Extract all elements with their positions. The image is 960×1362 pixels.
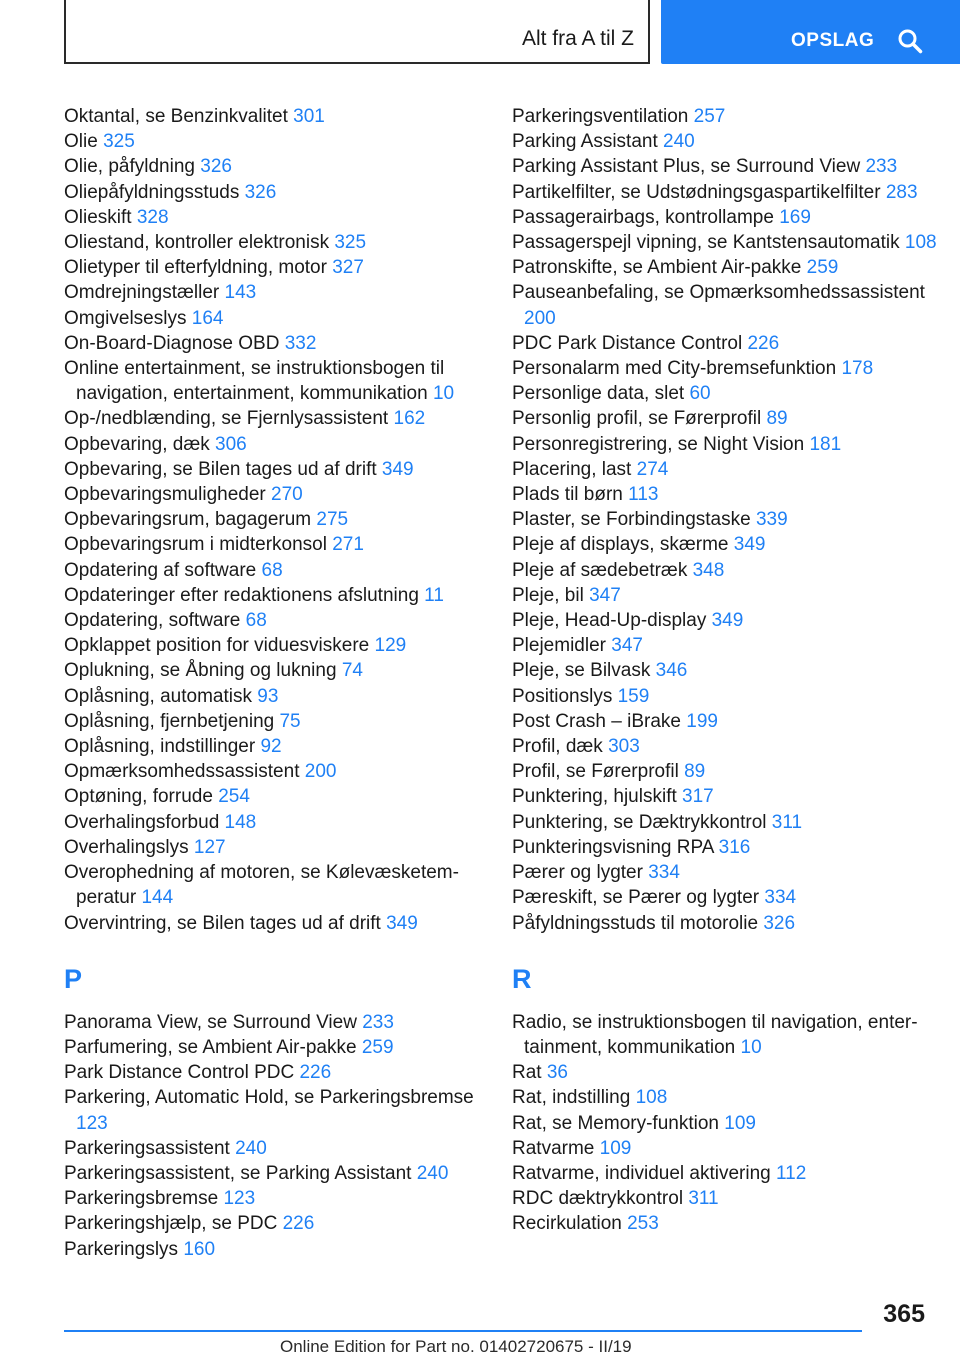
page-number: 365 [883,1300,925,1328]
index-entry [64,633,484,658]
entry-text: Oliepåfyldningsstuds [64,181,240,203]
entry-text: Online entertainment, se instruktionsbogen til navigation, entertainment, kommunikation [64,358,445,405]
page-link[interactable]: 259 [806,257,839,279]
page-link[interactable]: 93 [257,685,279,707]
index-entry [512,406,942,431]
page-link[interactable]: 253 [627,1213,659,1235]
index-entry [512,205,942,230]
index-entry [64,129,484,154]
page-link[interactable]: 328 [136,206,169,228]
footer-divider [64,1330,862,1332]
page-link[interactable]: 327 [332,257,364,279]
index-entry [512,835,942,860]
entry-text: Parkeringsassistent [64,1137,230,1159]
index-entry [512,860,942,885]
page-link[interactable]: 148 [224,811,257,833]
page-link[interactable]: 270 [271,484,303,506]
index-entry [512,532,942,557]
index-entry [512,432,942,457]
entry-text: Personlige data, slet [512,383,685,405]
page-link[interactable]: 109 [724,1112,756,1134]
page-link[interactable]: 311 [771,811,803,833]
page-link[interactable]: 113 [628,484,659,506]
index-entry [64,507,484,532]
index-entry [64,154,484,179]
page-link[interactable]: 259 [361,1036,394,1058]
entry-text: Pleje af sædebetræk [512,559,688,581]
entry-text: Opdateringer efter redaktionens afslutning [64,584,419,606]
entry-text: Overhalingslys [64,836,189,858]
index-entry [64,280,484,305]
page-link[interactable]: 325 [334,232,367,254]
index-entry [512,911,942,936]
index-entry [64,911,484,936]
page-link[interactable]: 346 [655,660,688,682]
page-link[interactable]: 127 [193,836,226,858]
index-entry [512,1186,942,1211]
index-letter-r: R [512,963,532,994]
entry-text: Optøning, forrude [64,786,213,808]
entry-text: Post Crash – iBrake [512,710,681,732]
entry-text: Parkeringslys [64,1238,179,1260]
page-link[interactable]: 10 [432,383,455,405]
page-link[interactable]: 347 [611,635,643,657]
index-entry [64,784,484,809]
index-entry [64,205,484,230]
entry-text: Partikelfilter, se Udstødningsgaspartikelfilter [512,181,881,203]
entry-text: Oliestand, kontroller elektronisk [64,232,330,254]
page-link[interactable]: 271 [332,534,364,556]
entry-text: Parkeringshjælp, se PDC [64,1213,278,1235]
page-link[interactable]: 89 [766,408,788,430]
entry-text: Pleje af displays, skærme [512,534,729,556]
page-link[interactable]: 164 [191,307,224,329]
index-entry [512,331,942,356]
index-entry [64,583,484,608]
entry-text: Opbevaringsrum i midterkonsol [64,534,327,556]
page-link[interactable]: 339 [755,509,788,531]
page-link[interactable]: 347 [589,584,621,606]
page-link[interactable]: 226 [282,1213,315,1235]
entry-text: Profil, se Førerprofil [512,761,679,783]
page-link[interactable]: 240 [663,131,695,153]
entry-text: Parkering, Automatic Hold, se Parkeringsbremse [64,1087,474,1109]
page-link[interactable]: 181 [809,433,842,455]
page-link[interactable]: 36 [546,1062,568,1084]
index-entry [64,104,484,129]
page-link[interactable]: 10 [740,1036,762,1058]
index-entry [64,810,484,835]
search-tab[interactable] [661,0,960,64]
entry-text: Opbevaringsmuligheder [64,484,266,506]
entry-text: Panorama View, se Surround View [64,1011,357,1033]
entry-text: Plejemidler [512,635,606,657]
entry-text: Påfyldningsstuds til motorolie [512,912,759,934]
page-link[interactable]: 169 [779,206,811,228]
index-entry [64,406,484,431]
entry-text: Pauseanbefaling, se Opmærksomhedssassistent [512,282,925,304]
index-entry [512,759,942,784]
page-link[interactable]: 349 [733,534,766,556]
entry-text: Rat, se Memory-funktion [512,1112,719,1134]
page-link[interactable]: 317 [682,786,714,808]
page-link[interactable]: 257 [693,106,726,127]
index-entry [512,684,942,709]
page-link[interactable]: 178 [841,358,874,380]
page-link[interactable]: 274 [636,458,669,480]
entry-text: Positionslys [512,685,613,707]
index-entry [512,885,942,910]
index-entry [64,1161,484,1186]
index-entry [512,154,942,179]
index-entry [64,835,484,860]
index-group-p [64,1010,484,1262]
index-entry [512,457,942,482]
page-link[interactable]: 68 [261,559,283,581]
entry-text: Recirkulation [512,1213,622,1235]
page-link[interactable]: 108 [904,232,937,254]
entry-text: Opdatering, software [64,610,241,632]
page-link[interactable]: 349 [711,610,744,632]
page-link[interactable]: 75 [279,710,301,732]
page-link[interactable]: 60 [689,383,711,405]
index-entry [512,734,942,759]
section-title: Alt fra A til Z [521,27,634,50]
magnifier-icon [897,28,923,54]
entry-text: Personalarm med City-bremsefunktion [512,358,837,380]
page-link[interactable]: 109 [599,1137,632,1159]
page-link[interactable]: 349 [381,458,414,480]
index-entry [512,129,942,154]
index-entry [512,280,942,330]
index-entry [512,381,942,406]
index-entry [64,180,484,205]
index-entry [64,457,484,482]
page-link[interactable]: 254 [218,786,250,808]
index-entry [64,1136,484,1161]
index-entry [64,432,484,457]
index-entry [64,608,484,633]
entry-text: Oplåsning, automatisk [64,685,252,707]
entry-text: Opklappet position for viduesviskere [64,635,370,657]
entry-text: Ratvarme [512,1137,595,1159]
page-link[interactable]: 306 [215,433,247,455]
entry-text: Olietyper til efterfyldning, motor [64,257,327,279]
index-entry [64,658,484,683]
index-entry [64,1211,484,1236]
page-link[interactable]: 233 [362,1011,394,1033]
entry-text: Ratvarme, individuel aktivering [512,1162,771,1184]
page-link[interactable]: 112 [776,1162,807,1184]
page-link[interactable]: 129 [374,635,407,657]
entry-text: Parkeringsassistent, se Parking Assistant [64,1162,412,1184]
index-letter-p: P [64,963,83,994]
index-entry [64,734,484,759]
entry-text: Personregistrering, se Night Vision [512,433,805,455]
page-link[interactable]: 159 [617,685,650,707]
page-link[interactable]: 74 [341,660,363,682]
index-entry [64,860,484,910]
entry-text: Oplåsning, indstillinger [64,736,256,758]
index-entry [512,608,942,633]
entry-text: Personlig profil, se Førerprofil [512,408,762,430]
index-entry [64,532,484,557]
entry-text: Oplåsning, fjernbetjening [64,710,275,732]
index-group-r [512,1010,942,1237]
entry-text: Punktering, hjulskift [512,786,677,808]
entry-text: Opbevaring, se Bilen tages ud af drift [64,458,377,480]
page-link[interactable]: 200 [524,307,556,329]
page-link[interactable]: 199 [686,710,718,732]
page-link[interactable]: 123 [76,1112,108,1134]
page-link[interactable]: 311 [688,1188,719,1210]
edition-text: Online Edition for Part no. 01402720675 - II/19 [280,1337,632,1356]
page-link[interactable]: 144 [141,887,174,909]
page-link[interactable]: 325 [103,131,135,153]
index-entry [512,230,942,255]
entry-text: Olie [64,131,98,153]
entry-text: Olieskift [64,206,132,228]
index-column-left [64,104,484,1262]
index-entry [64,331,484,356]
page-link[interactable]: 200 [304,761,337,783]
index-entry [512,583,942,608]
index-entry [64,255,484,280]
index-entry [512,1010,942,1060]
page-link[interactable]: 108 [635,1087,668,1109]
page-link[interactable]: 283 [885,181,918,203]
entry-text: Opmærksomhedssassistent [64,761,300,783]
page-link[interactable]: 240 [235,1137,267,1159]
page-link[interactable]: 348 [692,559,725,581]
entry-text: Patronskifte, se Ambient Air-pakke [512,257,802,279]
index-entry [512,633,942,658]
page-link[interactable]: 326 [763,912,796,934]
index-entry [512,1211,942,1236]
entry-text: Plaster, se Forbindingstaske [512,509,751,531]
entry-text: Pleje, se Bilvask [512,660,651,682]
page-link[interactable]: 68 [245,610,267,632]
page-link[interactable]: 275 [316,509,349,531]
entry-text: Plads til børn [512,484,623,506]
entry-text: On-Board-Diagnose OBD [64,332,280,354]
page-link[interactable]: 326 [244,181,277,203]
entry-text: Punktering, se Dæktrykkontrol [512,811,767,833]
index-entry [512,784,942,809]
page-link[interactable]: 162 [393,408,426,430]
page-link[interactable]: 11 [424,584,444,606]
entry-text: Overhalingsforbud [64,811,220,833]
entry-text: Omgivelseslys [64,307,187,329]
entry-text: Pæreskift, se Pærer og lygter [512,887,760,909]
page-link[interactable]: 233 [865,156,898,178]
index-entry [64,230,484,255]
section-tab[interactable] [64,0,650,64]
index-entry [512,255,942,280]
index-entry [512,1136,942,1161]
entry-text: Rat, indstilling [512,1087,631,1109]
entry-text: PDC Park Distance Control [512,332,743,354]
entry-text: Olie, påfyldning [64,156,195,178]
index-entry [64,558,484,583]
index-entry [512,180,942,205]
index-entry [512,356,942,381]
page-link[interactable]: 301 [293,106,325,127]
entry-text: Oplukning, se Åbning og lukning [64,660,337,682]
entry-text: Parking Assistant [512,131,658,153]
entry-text: Parking Assistant Plus, se Surround View [512,156,861,178]
index-entry [512,810,942,835]
index-entry [64,1186,484,1211]
index-entry [64,759,484,784]
index-entry [512,507,942,532]
page-link[interactable]: 89 [684,761,706,783]
entry-text: Oktantal, se Benzinkvalitet [64,106,288,127]
page-link[interactable]: 226 [299,1062,332,1084]
entry-text: Overvintring, se Bilen tages ud af drift [64,912,381,934]
page-link[interactable]: 334 [764,887,797,909]
index-entry [512,709,942,734]
entry-text: Opdatering af software [64,559,257,581]
page-link[interactable]: 92 [260,736,282,758]
page-link[interactable]: 303 [608,736,640,758]
entry-text: Radio, se instruktionsbogen til navigation, entertainment, kommunikation [512,1011,918,1058]
page-link[interactable]: 123 [223,1188,256,1210]
index-group-p-continued [512,104,942,936]
index-entry [64,684,484,709]
entry-text: Pærer og lygter [512,862,643,884]
entry-text: Park Distance Control PDC [64,1062,295,1084]
entry-text: Parkeringsventilation [512,106,689,127]
index-entry [64,1085,484,1135]
entry-text: Passagerspejl vipning, se Kantstensautomatik [512,232,900,254]
page-link[interactable]: 143 [224,282,257,304]
page-link[interactable]: 240 [416,1162,449,1184]
index-entry [64,709,484,734]
entry-text: Passagerairbags, kontrollampe [512,206,774,228]
index-entry [512,1085,942,1110]
entry-text: Punkteringsvisning RPA [512,836,714,858]
page-link[interactable]: 160 [183,1238,216,1260]
page-link[interactable]: 334 [648,862,680,884]
page-link[interactable]: 326 [200,156,232,178]
index-entry [512,482,942,507]
index-entry [64,1035,484,1060]
index-entry [512,1060,942,1085]
page-link[interactable]: 332 [284,332,317,354]
index-entry [64,1237,484,1262]
entry-text: Parfumering, se Ambient Air-pakke [64,1036,357,1058]
index-entry [64,1010,484,1035]
entry-text: Profil, dæk [512,736,603,758]
entry-text: Parkeringsbremse [64,1188,219,1210]
index-column-right [512,104,942,1237]
entry-text: Pleje, bil [512,584,584,606]
index-entry [512,658,942,683]
entry-text: Pleje, Head-Up-display [512,610,707,632]
index-entry [512,1111,942,1136]
search-label: OPSLAG [791,30,875,51]
index-entry [512,558,942,583]
page-link[interactable]: 349 [386,912,418,934]
page-link[interactable]: 226 [747,332,780,354]
entry-text: Rat [512,1062,542,1084]
entry-text: Op-/nedblænding, se Fjernlysassistent [64,408,389,430]
entry-text: Overophedning af motoren, se Kølevæsketemperatur [64,862,459,909]
entry-text: Opbevaring, dæk [64,433,210,455]
index-entry [64,306,484,331]
index-entry [512,1161,942,1186]
entry-text: RDC dæktrykkontrol [512,1188,684,1210]
entry-text: Opbevaringsrum, bagagerum [64,509,312,531]
index-entry [64,356,484,406]
index-group-o [64,104,484,936]
index-entry [64,1060,484,1085]
index-entry [512,104,942,129]
entry-text: Placering, last [512,458,632,480]
entry-text: Omdrejningstæller [64,282,220,304]
page-link[interactable]: 316 [718,836,751,858]
index-entry [64,482,484,507]
